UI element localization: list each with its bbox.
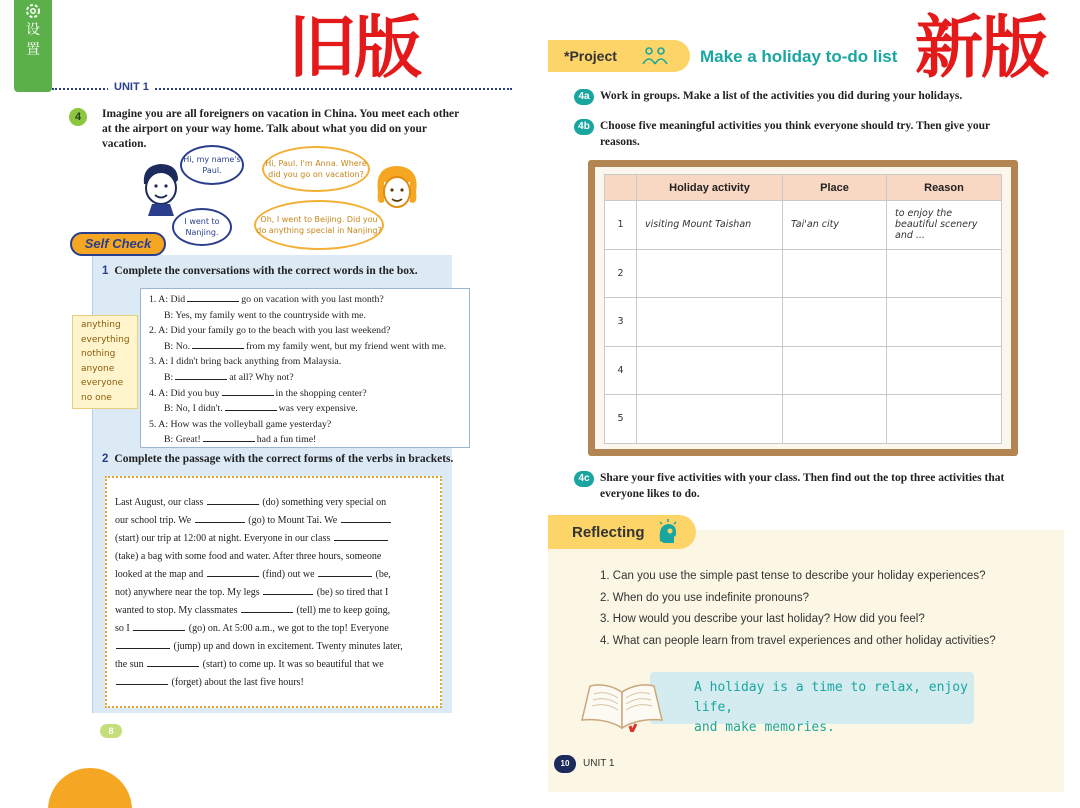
- activity-cell[interactable]: visiting Mount Taishan: [637, 201, 783, 250]
- old-version-label: 旧版: [288, 9, 421, 88]
- step-badge-4c: 4c: [574, 471, 594, 487]
- new-version-label: 新版: [915, 9, 1048, 88]
- passage-box: [105, 476, 442, 708]
- conversation-line: B: Great! had a fun time!: [164, 434, 317, 446]
- answer-blank[interactable]: [207, 495, 259, 505]
- passage-line: (take) a bag with some food and water. After three hours, someone: [115, 551, 382, 562]
- activity-cell[interactable]: [637, 346, 783, 395]
- answer-blank[interactable]: [187, 292, 239, 302]
- unit-label-old: UNIT 1: [108, 81, 155, 93]
- table-header-place: Place: [783, 175, 887, 201]
- table-header-activity: Holiday activity: [637, 175, 783, 201]
- word-box-item: everyone: [81, 378, 124, 389]
- answer-blank[interactable]: [133, 621, 185, 631]
- reason-cell[interactable]: [887, 346, 1002, 395]
- word-box-item: nothing: [81, 349, 116, 360]
- conversation-line: 5. A: How was the volleyball game yesterday?: [149, 418, 332, 430]
- open-book-icon: [580, 680, 664, 732]
- word-box-item: everything: [81, 334, 130, 345]
- reflecting-title: Reflecting: [572, 524, 645, 541]
- word-box: [72, 315, 138, 409]
- answer-blank[interactable]: [334, 531, 388, 541]
- answer-blank[interactable]: [195, 513, 245, 523]
- answer-blank[interactable]: [341, 513, 391, 523]
- passage-line: (start) our trip at 12:00 at night. Everyone in our class: [115, 530, 432, 548]
- section1-heading: [102, 265, 418, 277]
- passage-line: the sun (start) to come up. It was so beautiful that we: [115, 659, 384, 670]
- table-row: [605, 346, 1002, 395]
- speech-bubble-anna-1: Hi, Paul. I'm Anna. Where did you go on vacation?: [262, 146, 370, 192]
- section2-heading: [102, 453, 453, 465]
- passage-line: (forget) about the last five hours!: [115, 674, 432, 692]
- answer-blank[interactable]: [147, 657, 199, 667]
- speech-bubble-anna-2: Oh, I went to Beijing. Did you do anything special in Nanjing?: [254, 200, 384, 250]
- reflecting-question: 1. Can you use the simple past tense to describe your holiday experiences?: [600, 570, 986, 582]
- step-text-4a: Work in groups. Make a list of the activities you did during your holidays.: [600, 90, 963, 102]
- reflecting-tab: [548, 515, 696, 549]
- reason-cell[interactable]: [887, 395, 1002, 444]
- table-row: [605, 298, 1002, 347]
- reason-cell[interactable]: to enjoy the beautiful scenery and ...: [887, 201, 1002, 250]
- passage-line: wanted to stop. My classmates (tell) me to keep going,: [115, 605, 391, 616]
- quote-line: A holiday is a time to relax, enjoy life,: [694, 680, 968, 715]
- reflecting-question: 3. How would you describe your last holiday? How did you feel?: [600, 613, 925, 625]
- settings-tab-label-2: 置: [26, 42, 40, 58]
- activity-table: [604, 174, 1002, 444]
- answer-blank[interactable]: [192, 339, 244, 349]
- conversation-line: 1. A: Did go on vacation with you last month?: [149, 294, 384, 305]
- project-title: Make a holiday to-do list: [700, 47, 898, 66]
- speech-bubble-paul-1: Hi, my name's Paul.: [180, 145, 244, 185]
- row-number: 1: [605, 201, 637, 250]
- answer-blank[interactable]: [116, 675, 168, 685]
- passage-line: looked at the map and (find) out we (be,: [115, 569, 391, 580]
- place-cell[interactable]: [783, 298, 887, 347]
- project-tab: [548, 40, 690, 72]
- passage-line: not) anywhere near the top. My legs (be) so tired that I: [115, 587, 389, 598]
- answer-blank[interactable]: [175, 370, 227, 380]
- row-number: 4: [605, 346, 637, 395]
- passage-line: so I (go) on. At 5:00 a.m., we got to the top! Everyone: [115, 623, 389, 634]
- reflecting-question: 2. When do you use indefinite pronouns?: [600, 591, 810, 604]
- table-header-num: [605, 175, 637, 201]
- conversation-line: B: No. from my family went, but my friend went with me.: [164, 340, 447, 352]
- conversation-line: 2. A: Did your family go to the beach with you last weekend?: [149, 325, 391, 337]
- task4-instructions: Imagine you are all foreigners on vacation in China. You meet each other at the airport on your way home. Talk about what you did on your vacation.: [102, 108, 460, 150]
- answer-blank[interactable]: [116, 639, 170, 649]
- place-cell[interactable]: Tai'an city: [783, 201, 887, 250]
- boy-cartoon-icon: [138, 160, 184, 216]
- conversation-box: [140, 288, 470, 448]
- conversation-line: 4. A: Did you buy in the shopping center?: [149, 387, 367, 399]
- board-inner: [595, 167, 1011, 449]
- section1-number: 1: [102, 265, 109, 277]
- word-box-item: anything: [81, 320, 121, 330]
- table-row: [605, 395, 1002, 444]
- activity-cell[interactable]: [637, 298, 783, 347]
- step-text-4b: Choose five meaningful activities you think everyone should try. Then give your reasons.: [600, 120, 990, 148]
- answer-blank[interactable]: [222, 386, 274, 396]
- place-cell[interactable]: [783, 395, 887, 444]
- table-row: [605, 249, 1002, 298]
- table-row: [605, 201, 1002, 250]
- conversation-line: B: Yes, my family went to the countryside with me.: [164, 309, 366, 321]
- reason-cell[interactable]: [887, 298, 1002, 347]
- answer-blank[interactable]: [263, 585, 313, 595]
- row-number: 3: [605, 298, 637, 347]
- girl-cartoon-icon: [372, 162, 422, 216]
- answer-blank[interactable]: [203, 432, 255, 442]
- row-number: 5: [605, 395, 637, 444]
- section1-title: Complete the conversations with the correct words in the box.: [114, 265, 418, 277]
- answer-blank[interactable]: [241, 603, 293, 613]
- step-text-4c: Share your five activities with your class. Then find out the top three activities that everyone likes to do.: [600, 472, 1005, 500]
- project-tab-label: *Project: [564, 48, 617, 64]
- reason-cell[interactable]: [887, 249, 1002, 298]
- activity-cell[interactable]: [637, 249, 783, 298]
- speech-bubble-paul-2: I went to Nanjing.: [172, 208, 232, 246]
- lightbulb-head-icon: [656, 519, 680, 545]
- settings-tab[interactable]: [14, 0, 52, 92]
- section2-title: Complete the passage with the correct forms of the verbs in brackets.: [114, 453, 454, 465]
- quote-line: and make memories.: [694, 720, 835, 735]
- answer-blank[interactable]: [207, 567, 259, 577]
- row-number: 2: [605, 249, 637, 298]
- word-box-item: anyone: [81, 363, 115, 374]
- quote-box: [650, 672, 974, 735]
- step-badge-4b: 4b: [574, 119, 594, 135]
- section2-number: 2: [102, 453, 109, 465]
- unit-label-new: UNIT 1: [583, 758, 615, 769]
- conversation-line: B: No, I didn't. was very expensive.: [164, 403, 358, 415]
- group-people-icon: [640, 46, 670, 66]
- reflecting-questions: [600, 566, 996, 652]
- conversation-line: 3. A: I didn't bring back anything from Malaysia.: [149, 356, 342, 368]
- answer-blank[interactable]: [318, 567, 372, 577]
- place-cell[interactable]: [783, 346, 887, 395]
- conversation-line: B: at all? Why not?: [164, 371, 294, 383]
- word-box-item: no one: [81, 392, 112, 403]
- activity-cell[interactable]: [637, 395, 783, 444]
- self-check-badge: Self Check: [70, 232, 166, 256]
- passage-line: Last August, our class (do) something very special on: [115, 497, 387, 508]
- page-number-old: 8: [100, 724, 122, 738]
- passage-line: (jump) up and down in excitement. Twenty minutes later,: [115, 638, 432, 656]
- activity-board: [588, 160, 1018, 456]
- task-number-badge: 4: [69, 108, 87, 126]
- passage-line: our school trip. We (go) to Mount Tai. We: [115, 512, 432, 530]
- table-header-row: [605, 175, 1002, 201]
- step-badge-4a: 4a: [574, 89, 594, 105]
- reflecting-question: 4. What can people learn from travel experiences and other holiday activities?: [600, 634, 996, 647]
- answer-blank[interactable]: [225, 401, 277, 411]
- gear-icon: [24, 2, 42, 20]
- page-number-new: 10: [554, 755, 576, 773]
- place-cell[interactable]: [783, 249, 887, 298]
- settings-tab-label-1: 设: [26, 22, 40, 38]
- table-header-reason: Reason: [887, 175, 1002, 201]
